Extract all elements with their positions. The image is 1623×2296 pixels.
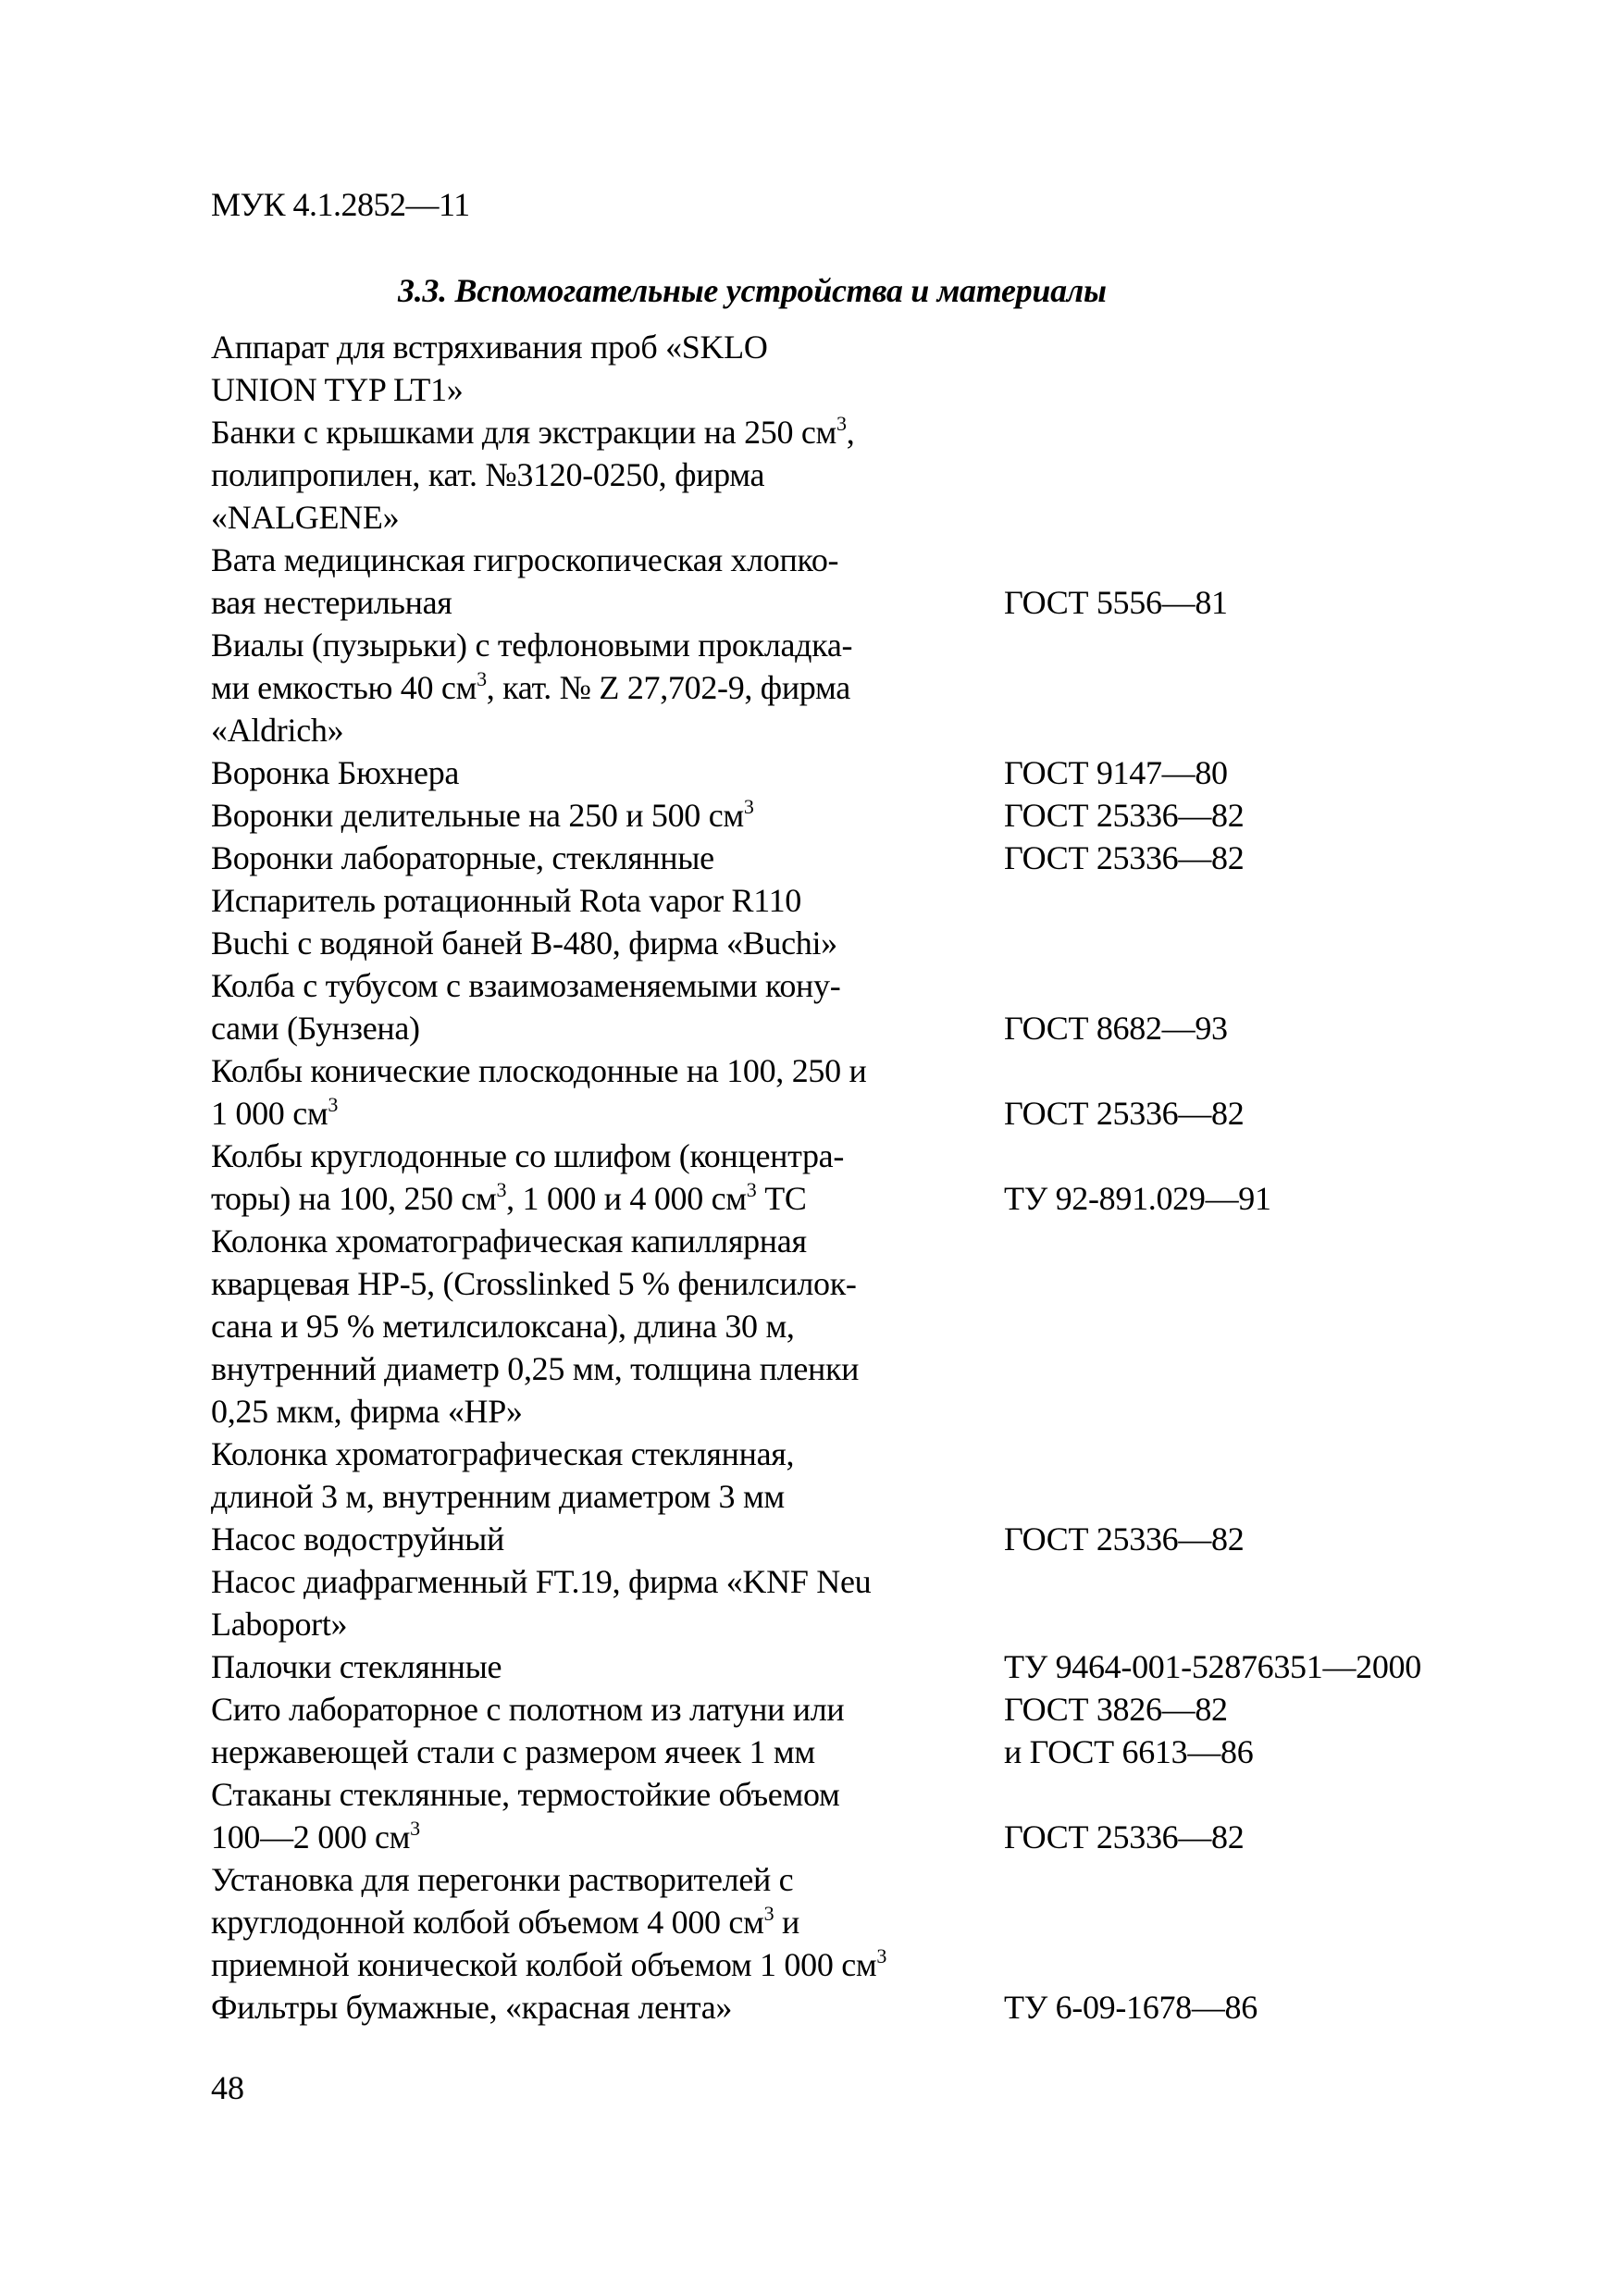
- list-item: [211, 1518, 1506, 1560]
- item-description-line: нержавеющей стали с размером ячеек 1 мм: [211, 1733, 815, 1770]
- superscript: 3: [328, 1093, 339, 1116]
- item-description-line: Колонка хроматографическая стеклянная,: [211, 1435, 795, 1472]
- equipment-list: [211, 326, 1506, 2029]
- list-item: [211, 624, 1506, 751]
- item-description-line: сана и 95 % метилсилоксана), длина 30 м,: [211, 1308, 795, 1345]
- item-description-line: Buchi с водяной баней В-480, фирма «Buchi»: [211, 925, 837, 962]
- list-item: [211, 1220, 1506, 1433]
- list-item: [211, 879, 1506, 964]
- item-description: [211, 837, 1004, 879]
- item-description: [211, 624, 1004, 751]
- standard-reference: и ГОСТ 6613—86: [1004, 1733, 1254, 1770]
- item-description-line: 0,25 мкм, фирма «HP»: [211, 1393, 523, 1430]
- item-description-line: Колба с тубусом с взаимозаменяемыми кону-: [211, 967, 841, 1004]
- section-title-text: 3.3. Вспомогательные устройства и материалы: [398, 272, 1107, 309]
- standard-reference: ГОСТ 25336—82: [1004, 1095, 1245, 1132]
- list-item: [211, 1135, 1506, 1220]
- list-item: [211, 794, 1506, 837]
- superscript: 3: [743, 795, 754, 818]
- item-description-line: приемной конической колбой объемом 1 000 $см^3$: [211, 1944, 887, 1983]
- item-description-line: внутренний диаметр 0,25 мм, толщина пленки: [211, 1350, 860, 1387]
- item-description-line: Колбы круглодонные со шлифом (концентра-: [211, 1137, 845, 1174]
- item-description: [211, 1220, 1004, 1433]
- item-description-line: Воронки делительные на 250 и 500 $см^3$: [211, 795, 754, 834]
- item-description: [211, 1773, 1004, 1858]
- item-description-line: Сито лабораторное с полотном из латуни или: [211, 1691, 845, 1728]
- superscript: 3: [746, 1178, 757, 1201]
- item-standard: [1004, 794, 1504, 837]
- item-description-line: Стаканы стеклянные, термостойкие объемом: [211, 1776, 840, 1813]
- item-description: [211, 1433, 1004, 1518]
- item-description-line: длиной 3 м, внутренним диаметром 3 мм: [211, 1478, 785, 1515]
- item-description: [211, 1560, 1004, 1645]
- standard-reference: ТУ 92-891.029—91: [1004, 1180, 1271, 1217]
- item-description-line: Насос водоструйный: [211, 1520, 505, 1558]
- item-description: [211, 1645, 1004, 1688]
- document-code-header: МУК 4.1.2852—11: [211, 186, 470, 223]
- item-description-line: Палочки стеклянные: [211, 1648, 502, 1685]
- item-description-line: Аппарат для встряхивания проб «SKLO: [211, 329, 768, 366]
- item-description: [211, 751, 1004, 794]
- item-standard: [1004, 1518, 1504, 1560]
- list-item: [211, 837, 1506, 879]
- list-item: [211, 1773, 1506, 1858]
- item-description-line: Колонка хроматографическая капиллярная: [211, 1222, 807, 1260]
- item-standard: [1004, 751, 1504, 794]
- item-description-line: полипропилен, кат. №3120-0250, фирма: [211, 456, 765, 493]
- item-standard: [1004, 1049, 1504, 1135]
- item-description-line: Банки с крышками для экстракции на 250 $см^3$,: [211, 412, 855, 451]
- item-standard: [1004, 539, 1504, 624]
- item-description-line: 100—2 000 $см^3$: [211, 1817, 420, 1855]
- superscript: 3: [763, 1902, 774, 1925]
- list-item: [211, 1433, 1506, 1518]
- list-item: [211, 1688, 1506, 1773]
- item-description: [211, 879, 1004, 964]
- standard-reference: ТУ 6-09-1678—86: [1004, 1989, 1258, 2026]
- standard-reference: ГОСТ 25336—82: [1004, 1520, 1245, 1558]
- list-item: [211, 1645, 1506, 1688]
- item-standard: [1004, 1858, 1504, 1986]
- item-standard: [1004, 1688, 1504, 1773]
- item-standard: [1004, 1135, 1504, 1220]
- item-description-line: кварцевая HP-5, (Crosslinked 5 % фенилсилок-: [211, 1265, 857, 1302]
- item-description-line: Установка для перегонки растворителей с: [211, 1861, 794, 1898]
- item-description: [211, 326, 1004, 411]
- superscript: 3: [410, 1817, 420, 1840]
- superscript: 3: [496, 1178, 507, 1201]
- item-standard: [1004, 411, 1504, 539]
- standard-reference: ТУ 9464-001-52876351—2000: [1004, 1648, 1421, 1685]
- standard-reference: ГОСТ 3826—82: [1004, 1691, 1228, 1728]
- item-standard: [1004, 879, 1504, 964]
- standard-reference: ГОСТ 5556—81: [1004, 584, 1228, 621]
- item-description-line: Laboport»: [211, 1606, 348, 1643]
- list-item: [211, 751, 1506, 794]
- item-description-line: торы) на 100, 250 $см^3$, 1 000 и 4 000 $см^3$ ТС: [211, 1178, 807, 1217]
- list-item: [211, 1560, 1506, 1645]
- item-standard: [1004, 624, 1504, 751]
- item-standard: [1004, 837, 1504, 879]
- item-standard: [1004, 326, 1504, 411]
- item-description-line: Испаритель ротационный Rota vapor R110: [211, 882, 802, 919]
- item-standard: [1004, 1220, 1504, 1433]
- item-description-line: UNION TYP LT1»: [211, 371, 464, 408]
- list-item: [211, 411, 1506, 539]
- item-description: [211, 1135, 1004, 1220]
- item-description-line: «NALGENE»: [211, 499, 400, 536]
- item-description: [211, 964, 1004, 1049]
- item-description: [211, 1858, 1004, 1986]
- list-item: [211, 1858, 1506, 1986]
- item-description: [211, 411, 1004, 539]
- list-item: [211, 1049, 1506, 1135]
- item-description-line: Вата медицинская гигроскопическая хлопко-: [211, 541, 839, 578]
- item-description-line: Воронка Бюхнера: [211, 754, 460, 791]
- item-standard: [1004, 1560, 1504, 1645]
- item-standard: [1004, 1986, 1504, 2029]
- item-standard: [1004, 964, 1504, 1049]
- item-description-line: «Aldrich»: [211, 712, 344, 749]
- item-description: [211, 1518, 1004, 1560]
- superscript: 3: [876, 1944, 887, 1967]
- item-description: [211, 1688, 1004, 1773]
- list-item: [211, 1986, 1506, 2029]
- list-item: [211, 964, 1506, 1049]
- item-description: [211, 539, 1004, 624]
- item-description-line: вая нестерильная: [211, 584, 452, 621]
- item-description-line: 1 000 $см^3$: [211, 1093, 339, 1132]
- superscript: 3: [836, 412, 847, 435]
- item-description-line: Насос диафрагменный FT.19, фирма «KNF Neu: [211, 1563, 872, 1600]
- section-title: [0, 271, 1623, 310]
- item-description-line: Фильтры бумажные, «красная лента»: [211, 1989, 733, 2026]
- item-standard: [1004, 1645, 1504, 1688]
- item-description-line: Колбы конические плоскодонные на 100, 250 и: [211, 1052, 867, 1089]
- item-description: [211, 1986, 1004, 2029]
- item-description: [211, 794, 1004, 837]
- standard-reference: ГОСТ 25336—82: [1004, 839, 1245, 876]
- standard-reference: ГОСТ 9147—80: [1004, 754, 1228, 791]
- standard-reference: ГОСТ 25336—82: [1004, 797, 1245, 834]
- superscript: 3: [477, 667, 487, 690]
- item-description: [211, 1049, 1004, 1135]
- standard-reference: ГОСТ 8682—93: [1004, 1010, 1228, 1047]
- item-description-line: Виалы (пузырьки) с тефлоновыми прокладка-: [211, 627, 853, 664]
- item-description-line: круглодонной колбой объемом 4 000 $см^3$ и: [211, 1902, 799, 1941]
- page-number: 48: [211, 2069, 244, 2106]
- standard-reference: ГОСТ 25336—82: [1004, 1818, 1245, 1855]
- item-standard: [1004, 1433, 1504, 1518]
- item-description-line: ми емкостью 40 $см^3$, кат. № Z 27,702-9, фирма: [211, 667, 850, 706]
- item-standard: [1004, 1773, 1504, 1858]
- item-description-line: Воронки лабораторные, стеклянные: [211, 839, 714, 876]
- item-description-line: сами (Бунзена): [211, 1010, 420, 1047]
- list-item: [211, 326, 1506, 411]
- list-item: [211, 539, 1506, 624]
